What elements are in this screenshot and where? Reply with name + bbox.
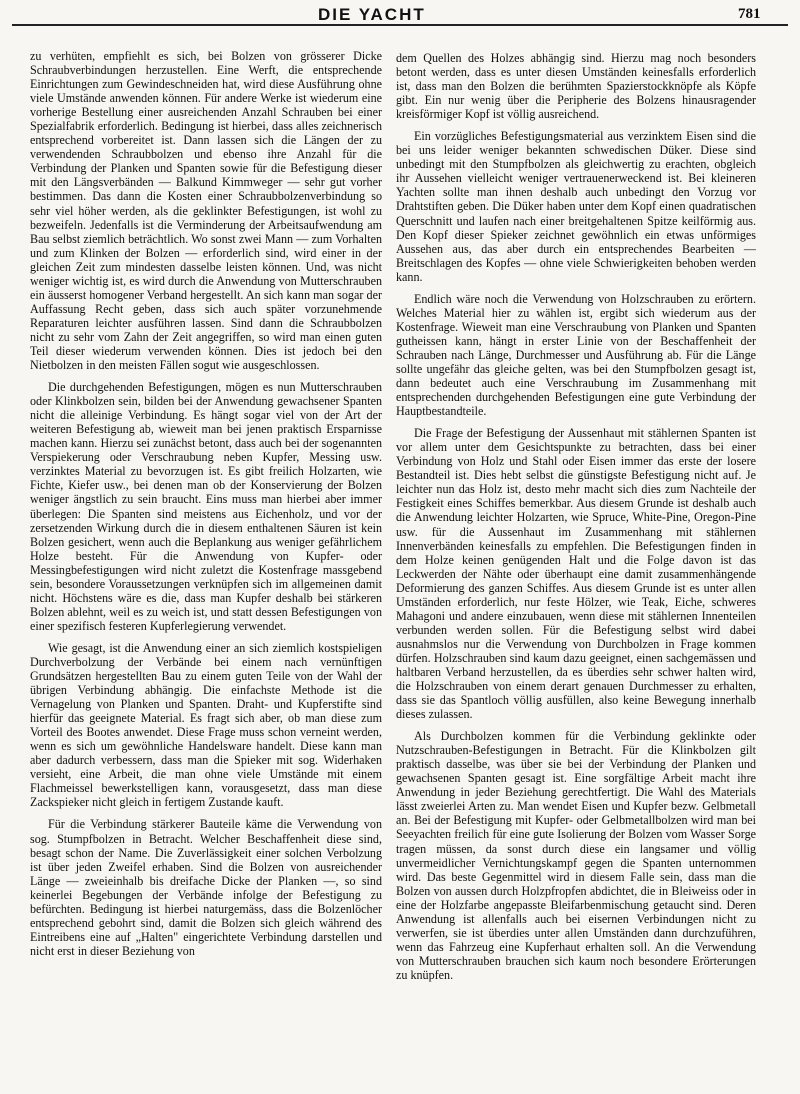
paragraph: Für die Verbindung stärkerer Bauteile käme die Verwendung von sog. Stumpfbolzen in Betracht. Welcher Beschaffenheit diese sind, besagt schon der Name. Die Zuverlässigkeit einer solchen Verbolzung ist über jeden Zweifel erhaben. Sind die Bolzen von ausreichender Länge — zweieinhalb bis dreifache Dicke der Planken —, so sind keinerlei Begebungen der Verbände infolge der Befestigung zu befürchten. Bedingung ist hierbei naturgemäss, dass die Bolzenlöcher entsprechend gebohrt sind, damit die Bolzen sich gleich während des Eintreibens eine auf „Halten" eingerichtete Verbindung darstellen und nicht erst in dieser Beziehung von	[30, 817, 382, 958]
paragraph: Endlich wäre noch die Verwendung von Holzschrauben zu erörtern. Welches Material hier zu wählen ist, ergibt sich wiederum aus der Kostenfrage. Wieweit man eine Verschraubung von Planken und Spanten gutheissen kann, hängt in erster Linie von der Beschaffenheit der Schrauben nach Länge, Durchmesser und Ausführung ab. Für die Länge sollte ungefähr das gleiche gelten, was bei den Stumpfbolzen gesagt ist, dann bedeutet auch eine Verschraubung im Zusammenhang mit entsprechenden durchgehenden Befestigungen eine gute Verbindung der Hauptbestandteile.	[396, 291, 756, 419]
journal-title: DIE YACHT	[318, 5, 426, 24]
page-number: 781	[738, 6, 761, 22]
paragraph: Ein vorzügliches Befestigungsmaterial aus verzinktem Eisen sind die bei uns leider weniger bekannten schwedischen Düker. Diese sind unbedingt mit den Stumpfbolzen als gleichwertig zu erachten, obgleich ihr Aussehen vielleicht weniger vertrauenerweckend ist. Bei kleineren Yachten sollte man ihnen deshalb auch unbedingt den Vorzug vor Drahtstiften geben. Die Düker haben unter dem Kopf einen quadratischen Querschnitt und laufen nach einer breitgehaltenen Spitze keilförmig aus. Den Kopf dieser Spieker zeichnet gewöhnlich ein etwas unförmiges Aussehen aus, das aber durch ein entsprechendes Bearbeiten — Breitschlagen des Kopfes — ohne viele Schwierigkeiten behoben werden kann.	[396, 129, 756, 284]
left-column	[30, 49, 382, 958]
paragraph: Als Durchbolzen kommen für die Verbindung geklinkte oder Nutzschrauben-Befestigungen in Betracht. Für die Klinkbolzen gilt praktisch dasselbe, was über sie bei der Verbindung der Planken und gewachsenen Spanten gesagt ist. Eine sorgfältige Arbeit macht ihre Anwendung in jeder Beziehung gerechtfertigt. Die Wahl des Materials lässt zweierlei Arten zu. Man wendet Eisen und Kupfer bezw. Gelbmetall an. Bei der Befestigung mit Kupfer- oder Gelbmetallbolzen wird man bei Seeyachten freilich für eine gute Isolierung der Bolzen vom Wasser Sorge tragen müssen, da sonst durch diese ein langsamer und völlig unvermeidlicher Vernichtungskampf gegen die Spanten unternommen wird. Das beste Gegenmittel wird in diesem Falle sein, dass man die Bolzen von aussen durch Holzpfropfen abdichtet, die in Bleiweiss oder in eine der Holzfarbe angepasste Bleifarbenmischung getaucht sind. Deren Anwendung ist allenfalls auch bei eisernen Verbindungen nicht zu verwerfen, sie ist überdies unter allen Umständen dann durchzuführen, wenn das Fahrzeug eine Kupferhaut erhalten soll. An die Verwendung von Mutterschrauben brauchen sich kaum noch besondere Erörterungen zu knüpfen.	[396, 729, 756, 982]
paragraph: Wie gesagt, ist die Anwendung einer an sich ziemlich kostspieligen Durchverbolzung der Verbände bei einem nach vernünftigen Grundsätzen hergestellten Bau zu einem guten Teile von der Wahl der übrigen Verbindung abhängig. Die einfachste Methode ist die Vernagelung von Planken und Spanten. Draht- und Kupferstifte sind hierfür das geeignete Material. Es fragt sich aber, ob man diese zum Vorteil des Bootes anwendet. Diese Frage muss schon verneint werden, wenn es sich um gewöhnliche Handelsware handelt. Diese kann man aber dadurch verbessern, dass man die Spieker mit sog. Widerhaken versieht, eine Arbeit, die man ohne viele Umstände mit einem Flachmeissel bewerkstelligen kann, vorausgesetzt, dass man diese Zackspieker nicht gleich in fertigem Zustande kauft.	[30, 640, 382, 810]
header-divider	[12, 24, 788, 26]
page-header	[0, 0, 800, 26]
paragraph: zu verhüten, empfiehlt es sich, bei Bolzen von grösserer Dicke Schraubverbindungen herzustellen. Eine Werft, die entsprechende Einrichtungen zum Gewindeschneiden hat, wird diese Ausführung ohne viele Umstände anwenden können. Für andere Werke ist wiederum eine vorherige Bestellung einer ausreichenden Anzahl Schrauben bei einer Spezialfabrik erforderlich. Bedingung ist hierbei, dass alles zeichnerisch entsprechend vorbereitet ist. Dann lassen sich die Längen der zu verwendenden Schraubbolzen und ebenso ihre Anzahl für die Verbindung der Planken und Spanten sowie für die Befestigung dieser mit den Längsverbänden — Balkund Kimmweger — sehr gut vorher bestimmen. Das dann die Kosten einer Schraubbolzenverbindung so sehr viel höher werden, als die geklinkter Befestigungen, ist wohl zu bezweifeln. Jedenfalls ist die Verminderung der Arbeitsaufwendung am Bau selbst ziemlich beträchtlich. Wo sonst zwei Mann — zum Vorhalten und zum Klinken der Bolzen — erforderlich sind, wird einer in der gleichen Zeit zum mindesten dasselbe leisten können. Und, was nicht weniger wichtig ist, es wird durch die Anwendung von Mutterschrauben ein äusserst homogener Verband hergestellt. An sich kann man sogar der Auffassung Recht geben, dass sich auch später vorzunehmende Reparaturen leichter ausführen lassen. Sind dann die Schraubbolzen nicht zu sehr vom Zahn der Zeit angegriffen, so wird man einen guten Teil dieser wiederum verwenden können. Dies ist jedoch bei den Nietbolzen in den meisten Fällen sogut wie ausgeschlossen.	[30, 49, 382, 373]
paragraph: Die durchgehenden Befestigungen, mögen es nun Mutterschrauben oder Klinkbolzen sein, bilden bei der Anwendung gewachsener Spanten nicht die alleinige Verbindung. Es hängt sogar viel von der Art der weiteren Befestigung ab, wieweit man bei jenen praktisch Ersparnisse machen kann. Hierzu sei zunächst betont, dass auch bei der sogenannten Verspiekerung oder Verschraubung neben Kupfer, Messing usw. verzinktes Material zu bevorzugen ist. Es gibt freilich Holzarten, wie Fichte, Kiefer usw., bei denen man ob der Konservierung der Bolzen weniger ängstlich zu sein braucht. Eins muss man hierbei aber immer überlegen: Die Spanten sind meistens aus Eichenholz, und vor der zersetzenden Wirkung durch die in diesem enthaltenen Säuren ist kein Bolzen gesichert, wenn auch die Beplankung aus weniger gefährlichem Holze besteht. Für die Anwendung von Kupfer- oder Messingbefestigungen wird nicht zuletzt die Kostenfrage massgebend sein, besondere Voraussetzungen verknüpfen sich im allgemeinen damit nicht. Höchstens wäre es die, dass man Kupfer deshalb bei stärkeren Bolzen ablehnt, weil es zu weich ist, und statt dessen Befestigungen von einer spezifisch festeren Kupferlegierung verwendet.	[30, 380, 382, 633]
paragraph: dem Quellen des Holzes abhängig sind. Hierzu mag noch besonders betont werden, dass es unter diesen Umständen keinesfalls erforderlich ist, dass man den Bolzen die berühmten Spazierstockknöpfe als Köpfe gibt. Ein nur wenig über die Peripherie des Bolzens hinausragender kreisförmiger Kopf ist völlig ausreichend.	[396, 51, 756, 122]
right-column	[396, 51, 756, 982]
paragraph: Die Frage der Befestigung der Aussenhaut mit stählernen Spanten ist vor allem unter dem Gesichtspunkte zu betrachten, dass bei einer Verbindung von Holz und Stahl oder Eisen immer das erste der losere Bestandteil ist. Dies hebt selbst die günstigste Befestigung nicht auf. Je leichter nun das Holz ist, desto mehr macht sich dies zum Nachteile der Festigkeit eines Schiffes bemerkbar. Aus diesem Grunde ist deshalb auch die Anwendung leichter Holzarten, wie Spruce, White-Pine, Oregon-Pine usw. für die Aussenhaut im Zusammenhang mit stählernen Innenverbänden keinesfalls zu empfehlen. Die Befestigungen finden in dem Holze keinen genügenden Halt und die Folge davon ist das Leckwerden der Nähte oder überhaupt eine damit zusammenhängende Deformierung des ganzen Schiffes. Aus diesem Grunde ist es unter allen Umständen erforderlich, nur feste Hölzer, wie Teak, Eiche, schweres Mahagoni und andere einzubauen, wenn diese mit stählernen Innenteilen verbunden werden sollen. Für die Befestigung selbst wird dabei ausnahmslos nur die Verwendung von Durchbolzen in Frage kommen dürfen. Holzschrauben sind kaum dazu geeignet, einen sachgemässen und haltbaren Verband herzustellen, da es überdies sehr schwer halten wird, die Holzschrauben von einem derart genauen Durchmesser zu erhalten, dass sie das Spantloch völlig ausfüllen, also keine Bewegung innerhalb dieses zulassen.	[396, 426, 756, 722]
